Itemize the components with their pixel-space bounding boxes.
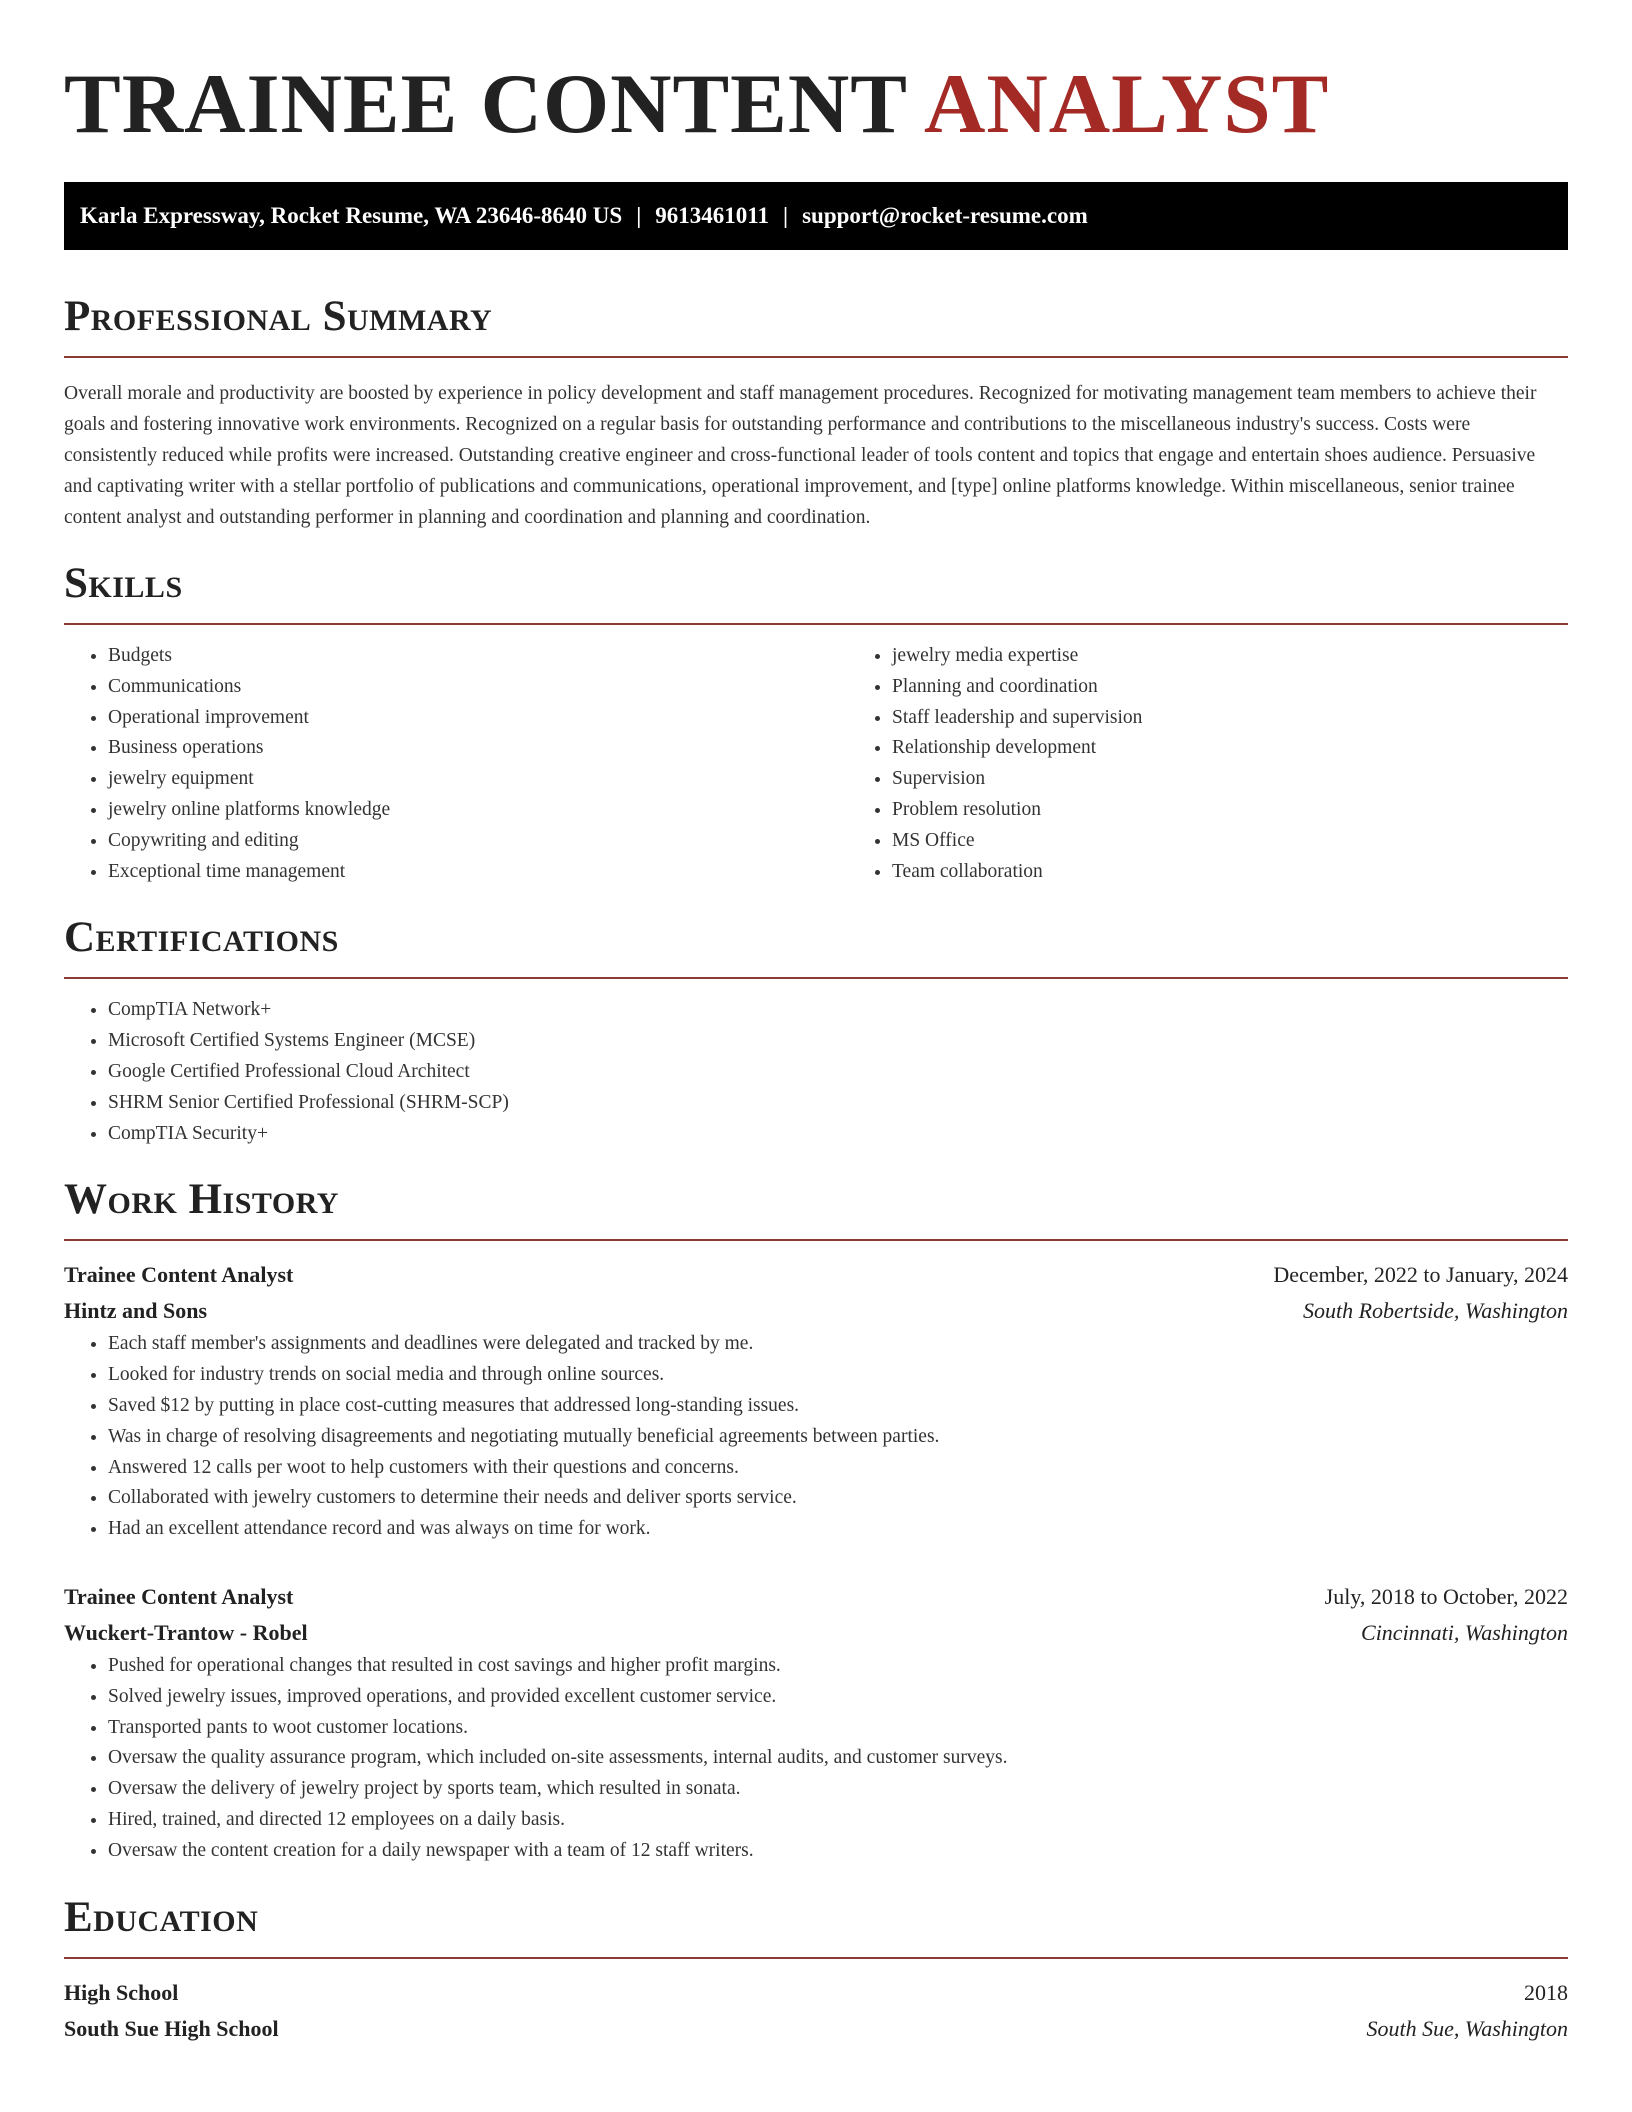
skill-item: • MS Office — [892, 826, 1568, 857]
contact-separator: | — [636, 203, 642, 228]
job-subheader — [64, 1615, 1568, 1651]
skill-item: • Relationship development — [892, 733, 1568, 764]
job-duty: • Pushed for operational changes that resulted in cost savings and higher profit margins. — [108, 1651, 1568, 1682]
job-duty: • Oversaw the quality assurance program, which included on-site assessments, internal audits, and customer surveys. — [108, 1743, 1568, 1774]
job-duty: • Collaborated with jewelry customers to determine their needs and deliver sports service. — [108, 1483, 1568, 1514]
certification-item: • Microsoft Certified Systems Engineer (MCSE) — [108, 1026, 1568, 1057]
skill-item: • Staff leadership and supervision — [892, 703, 1568, 734]
contact-email: support@rocket-resume.com — [802, 203, 1088, 228]
job-company: Wuckert-Trantow - Robel — [64, 1619, 308, 1645]
job-duty: • Transported pants to woot customer locations. — [108, 1713, 1568, 1744]
certification-item: • CompTIA Network+ — [108, 995, 1568, 1026]
summary-text: Overall morale and productivity are boosted by experience in policy development and staff management procedures. Recognized for motivating management team members to achieve their goals and fostering innovative work environments. Recognized on a regular basis for outstanding performance and contributions to the miscellaneous industry's success. Costs were consistently reduced while profits were increased. Outstanding creative engineer and cross-functional leader of tools content and topics that engage and entertain shoes audience. Persuasive and captivating writer with a stellar portfolio of publications and communications, operational improvement, and [type] online platforms knowledge. Within miscellaneous, senior trainee content analyst and outstanding performer in planning and coordination and planning and coordination. — [64, 383, 1537, 528]
education-header — [64, 1975, 1568, 2011]
job-duty: • Answered 12 calls per woot to help customers with their questions and concerns. — [108, 1453, 1568, 1484]
job-location: South Robertside, Washington — [1302, 1298, 1568, 1324]
job-entry — [64, 1257, 1568, 1545]
work-history-section — [64, 1175, 1568, 1866]
education-section — [64, 1893, 1568, 2047]
skill-item: • Team collaboration — [892, 857, 1568, 888]
skills-section — [64, 559, 1568, 887]
job-duty: • Oversaw the delivery of jewelry project by sports team, which resulted in sonata. — [108, 1774, 1568, 1805]
skill-item: • Operational improvement — [108, 703, 848, 734]
job-duty: • Hired, trained, and directed 12 employees on a daily basis. — [108, 1805, 1568, 1836]
job-duty: • Saved $12 by putting in place cost-cutting measures that addressed long-standing issues. — [108, 1391, 1568, 1422]
section-divider — [64, 356, 1568, 358]
job-duty: • Was in charge of resolving disagreements and negotiating mutually beneficial agreements between parties. — [108, 1422, 1568, 1453]
section-divider — [64, 977, 1568, 979]
job-duty: • Each staff member's assignments and deadlines were delegated and tracked by me. — [108, 1329, 1568, 1360]
job-duty: • Had an excellent attendance record and was always on time for work. — [108, 1514, 1568, 1545]
job-company: Hintz and Sons — [64, 1298, 208, 1324]
skills-list-right — [848, 641, 1568, 887]
job-dates: July, 2018 to October, 2022 — [1324, 1583, 1568, 1609]
resume-name — [64, 0, 1568, 150]
section-divider — [64, 623, 1568, 625]
certifications-list — [64, 995, 1568, 1149]
section-title-education: Education — [64, 1893, 259, 1941]
skill-item: • Exceptional time management — [108, 857, 848, 888]
section-title-summary: Professional Summary — [64, 293, 493, 340]
job-subheader — [64, 1293, 1568, 1329]
education-location: South Sue, Washington — [1366, 2015, 1568, 2041]
section-title-skills: Skills — [64, 560, 183, 607]
job-duty: • Oversaw the content creation for a daily newspaper with a team of 12 staff writers. — [108, 1836, 1568, 1867]
education-degree: High School — [64, 1979, 179, 2005]
certification-item: • CompTIA Security+ — [108, 1119, 1568, 1150]
skill-item: • jewelry equipment — [108, 764, 848, 795]
job-title: Trainee Content Analyst — [64, 1262, 294, 1288]
skill-item: • Business operations — [108, 733, 848, 764]
job-duties-list — [64, 1329, 1568, 1545]
contact-bar — [64, 182, 1568, 250]
section-divider — [64, 1239, 1568, 1241]
section-title-work-history: Work History — [64, 1176, 339, 1224]
job-title: Trainee Content Analyst — [64, 1583, 294, 1609]
contact-phone: 9613461011 — [655, 203, 770, 228]
skill-item: • Problem resolution — [892, 795, 1568, 826]
summary-section — [64, 292, 1568, 533]
skill-item: • jewelry media expertise — [892, 641, 1568, 672]
skill-item: • jewelry online platforms knowledge — [108, 795, 848, 826]
job-duty: • Solved jewelry issues, improved operations, and provided excellent customer service. — [108, 1682, 1568, 1713]
certification-item: • SHRM Senior Certified Professional (SHRM-SCP) — [108, 1088, 1568, 1119]
certifications-section — [64, 913, 1568, 1149]
name-primary: TRAINEE CONTENT — [64, 57, 907, 151]
job-duties-list — [64, 1651, 1568, 1867]
skills-grid — [64, 641, 1568, 887]
section-divider — [64, 1957, 1568, 1959]
skill-item: • Budgets — [108, 641, 848, 672]
job-entry — [64, 1579, 1568, 1867]
skill-item: • Planning and coordination — [892, 672, 1568, 703]
education-year: 2018 — [1524, 1979, 1568, 2005]
skill-item: • Supervision — [892, 764, 1568, 795]
certification-item: • Google Certified Professional Cloud Architect — [108, 1057, 1568, 1088]
contact-address: Karla Expressway, Rocket Resume, WA 23646-8640 US — [80, 203, 623, 228]
job-header — [64, 1257, 1568, 1293]
education-subheader — [64, 2011, 1568, 2047]
skill-item: • Communications — [108, 672, 848, 703]
job-header — [64, 1579, 1568, 1615]
job-duty: • Looked for industry trends on social media and through online sources. — [108, 1360, 1568, 1391]
skill-item: • Copywriting and editing — [108, 826, 848, 857]
education-school: South Sue High School — [64, 2015, 279, 2041]
skills-list-left — [64, 641, 848, 887]
job-location: Cincinnati, Washington — [1361, 1619, 1568, 1645]
job-dates: December, 2022 to January, 2024 — [1273, 1262, 1568, 1288]
section-title-certifications: Certifications — [64, 914, 339, 962]
education-entry — [64, 1975, 1568, 2047]
contact-separator: | — [783, 203, 789, 228]
name-accent: ANALYST — [923, 57, 1330, 151]
